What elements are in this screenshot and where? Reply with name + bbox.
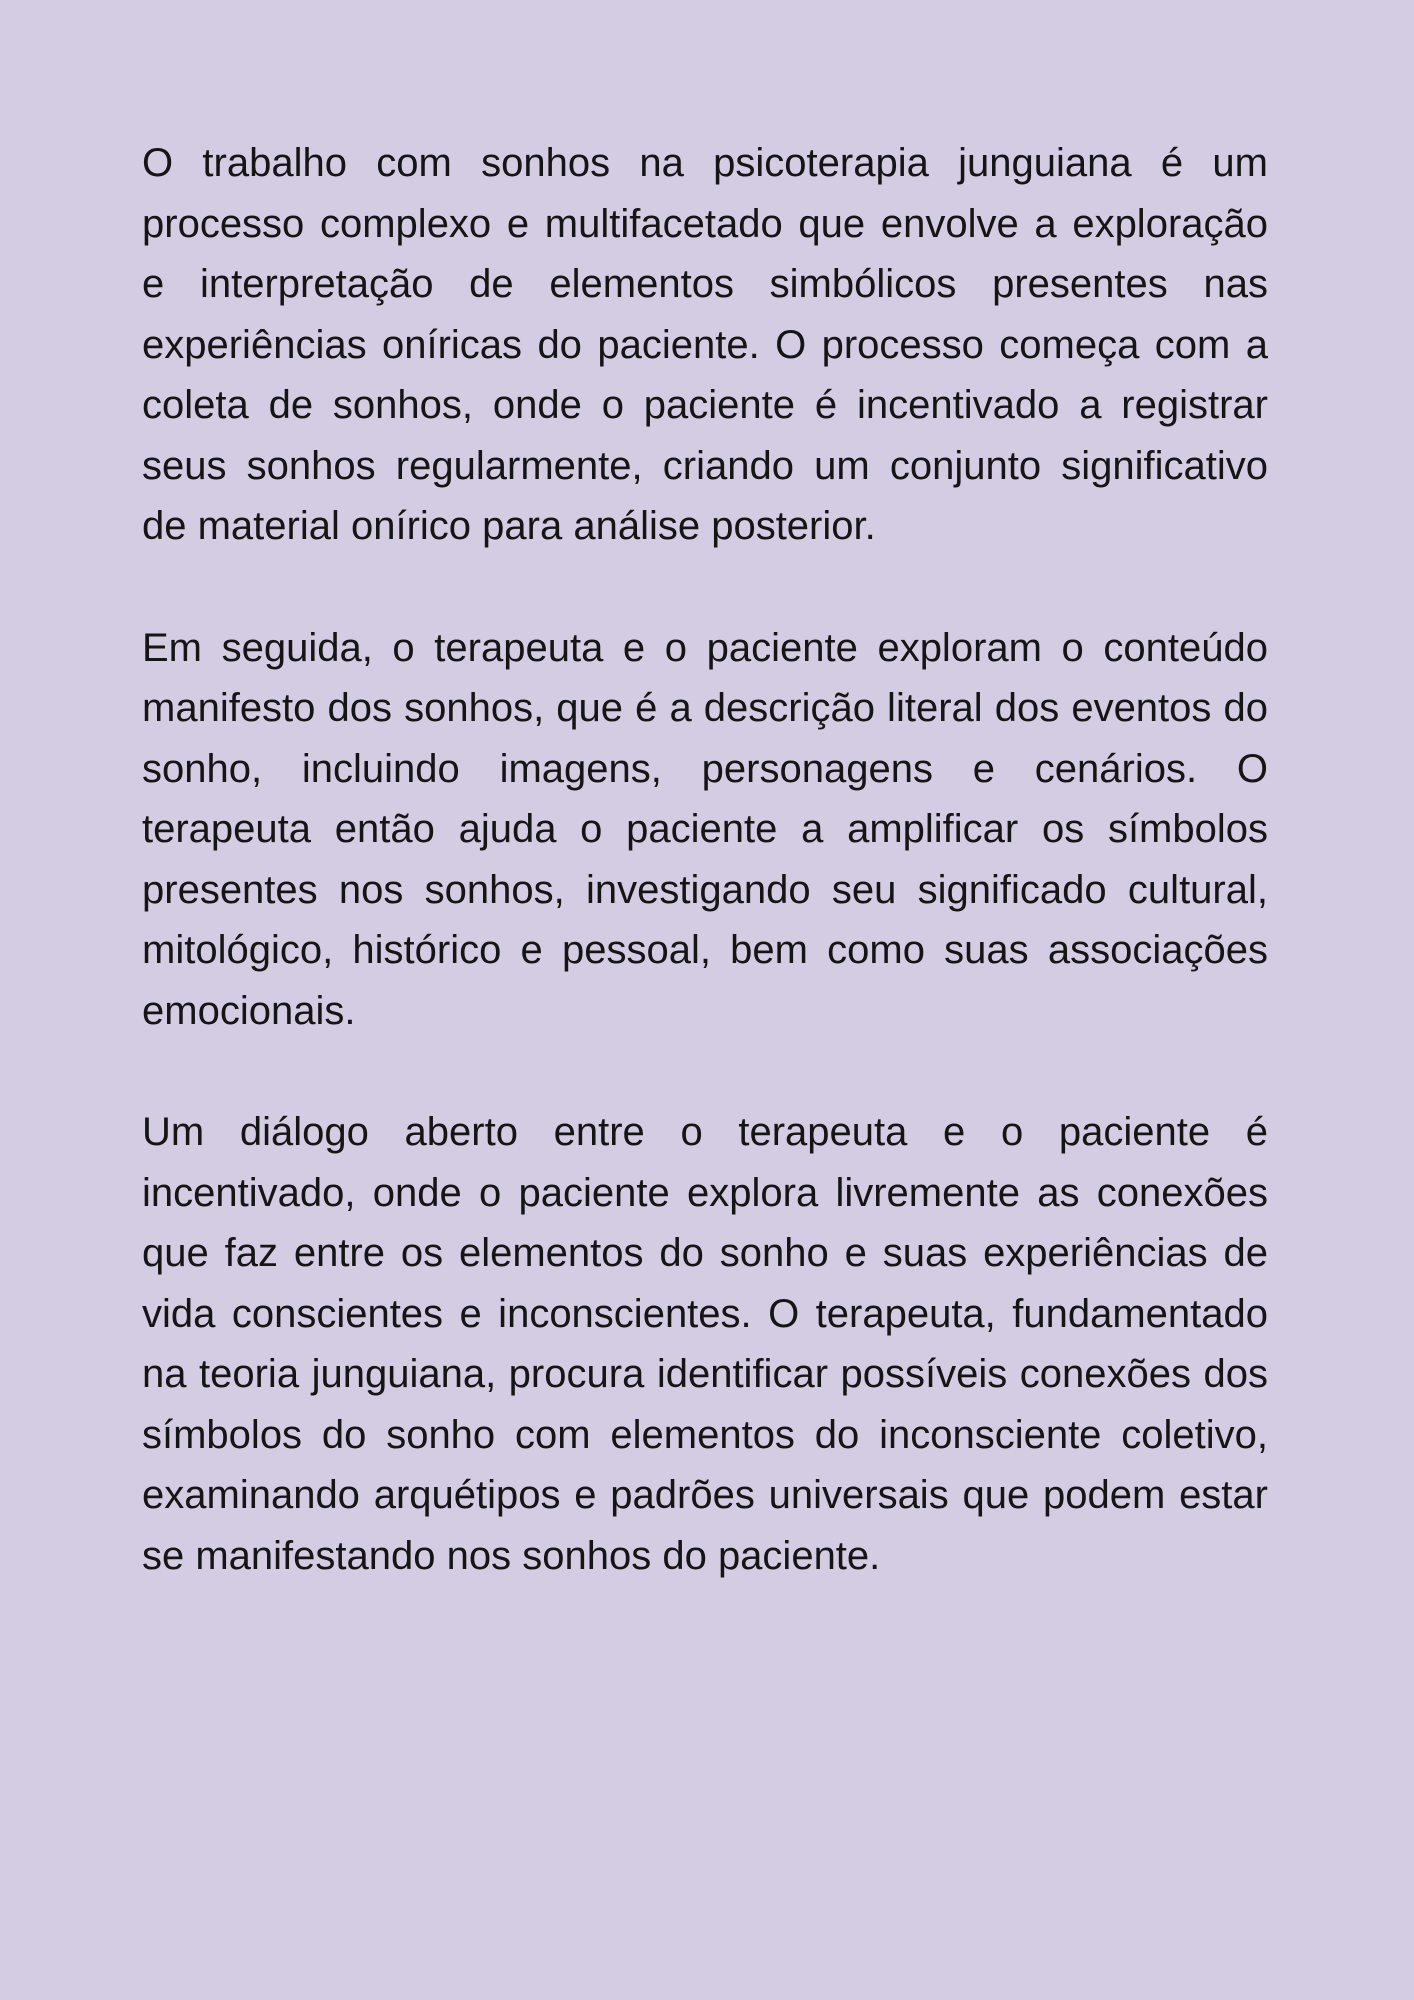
- paragraph-2: Em seguida, o terapeuta e o paciente exploram o conteúdo manifesto dos sonhos, que é a descrição literal dos eventos do sonho, incluindo imagens, personagens e cenários. O terapeuta então ajuda o paciente a amplificar os símbolos presentes nos sonhos, investigando seu significado cultural, mitológico, histórico e pessoal, bem como suas associações emocionais.: [142, 625, 1268, 1033]
- paragraph-3: Um diálogo aberto entre o terapeuta e o paciente é incentivado, onde o paciente explora livremente as conexões que faz entre os elementos do sonho e suas experiências de vida conscientes e inconscientes. O terapeuta, fundamentado na teoria junguiana, procura identificar possíveis conexões dos símbolos do sonho com elementos do inconsciente coletivo, examinando arquétipos e padrões universais que podem estar se manifestando nos sonhos do paciente.: [142, 1110, 1268, 1578]
- paragraph-1: O trabalho com sonhos na psicoterapia junguiana é um processo complexo e multifacetado que envolve a exploração e interpretação de elementos simbólicos presentes nas experiências oníricas do paciente. O processo começa com a coleta de sonhos, onde o paciente é incentivado a registrar seus sonhos regularmente, criando um conjunto significativo de material onírico para análise posterior.: [142, 141, 1268, 548]
